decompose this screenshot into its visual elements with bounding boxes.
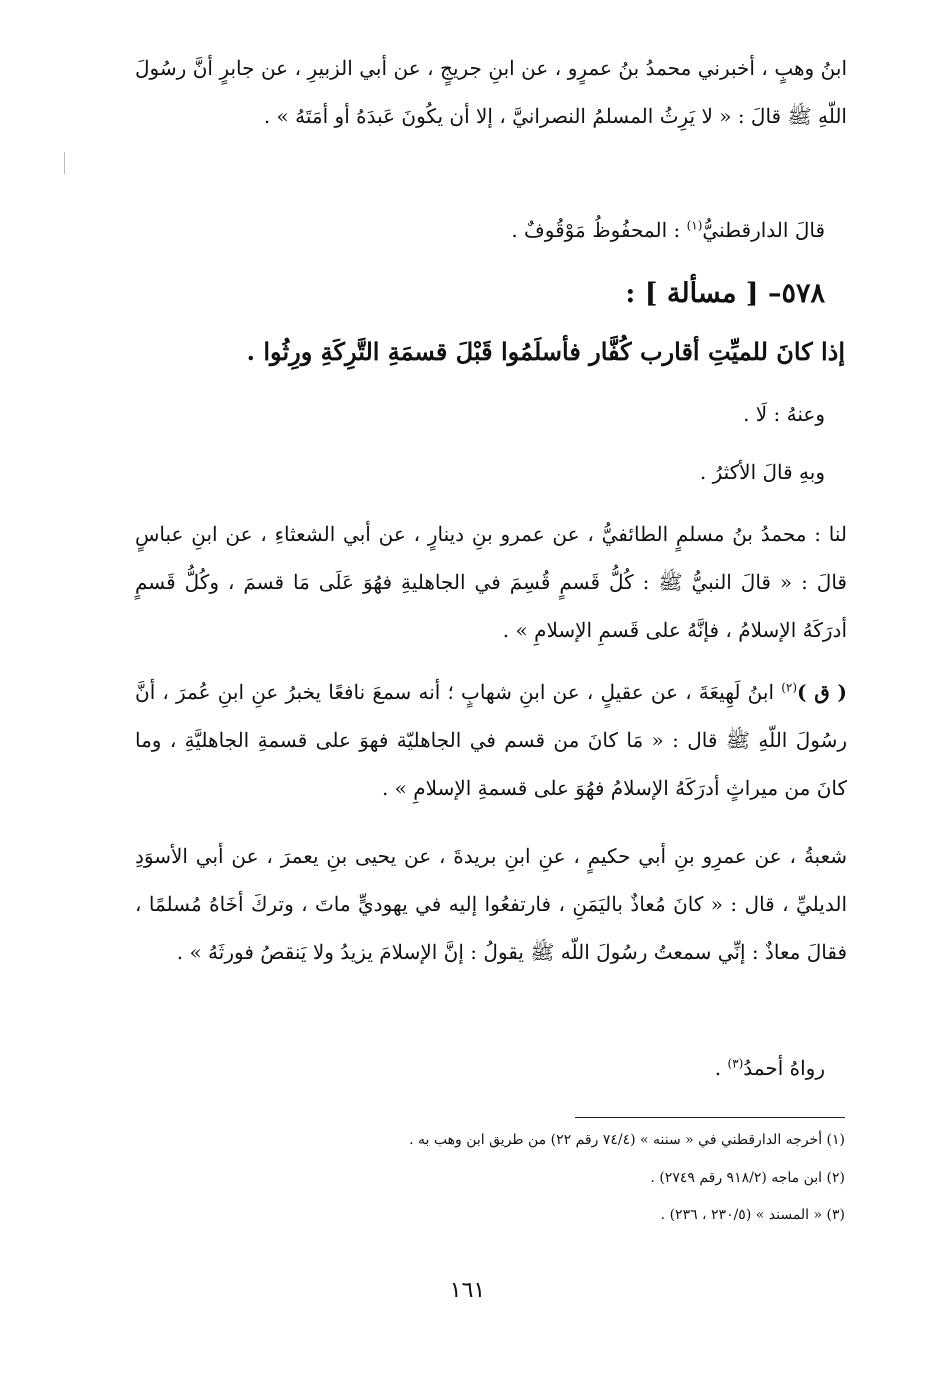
paragraph-evidence-muadh: شعبةُ ، عن عمرِو بنِ أبي حكيمٍ ، عنِ ابنِ بريدةَ ، عن يحيى بنِ يعمرَ ، عن أبي الأسوَدِ الديليِّ ، قال : « كانَ مُعاذٌ باليَمَنِ ، فارتفعُوا إليه في يهوديٍّ ماتَ ، وتركَ أخَاهُ مُسلمًا ، فقالَ معاذٌ : إنِّي سمعتُ رسُولَ اللّه ﷺ يقولُ : إنَّ الإسلامَ يزيدُ ولا يَنقصُ فورثَهُ » . [135, 844, 847, 964]
footnote-ref-2: (٢) [781, 680, 798, 695]
footnote-ref-1: (١) [686, 218, 703, 233]
ahmad-text: رواهُ أحمدُ [743, 1056, 825, 1080]
paragraph-evidence-ibn-abbas: لنا : محمدُ بنُ مسلمٍ الطائفيُّ ، عن عمرو بنِ دينارٍ ، عن أبي الشعثاءِ ، عن ابنِ عباسٍ قالَ : « قالَ النبيُّ ﷺ : كُلُّ قَسمٍ قُسِمَ في الجاهليةِ فهُوَ عَلَى مَا قسمَ ، وكُلُّ قَسمٍ أدرَكَهُ الإسلامُ ، فإنَّهُ على قَسمِ الإسلامِ » . [135, 522, 847, 642]
paragraph-evidence-ibn-umar [135, 668, 847, 812]
paragraph-opposing-view: وعنهُ : لَا . [743, 402, 825, 426]
section-heading: ٥٧٨– [ مسألة ] : [625, 278, 825, 309]
margin-mark [64, 152, 65, 174]
source-symbol: ( ق ) [797, 680, 848, 704]
issue-statement: إذا كانَ للميِّتِ أقارب كُفَّار فأسلَمُوا قَبْلَ قسمَةِ التَّرِكَةِ ورِثُوا . [246, 337, 845, 366]
paragraph-majority-view: وبهِ قالَ الأكثرُ . [699, 460, 825, 484]
ahmad-tail: . [714, 1056, 728, 1080]
footnote-separator [575, 1117, 845, 1118]
daraqutni-tail: : المحفُوظُ مَوْقُوفٌ . [511, 218, 687, 242]
footnote-2: (٢) ابن ماجه (٩١٨/٢ رقم ٢٧٤٩) . [650, 1170, 845, 1186]
paragraph-daraqutni [511, 210, 825, 250]
footnote-1: (١) أخرجه الدارقطني في « سننه » (٧٤/٤ رقم ٢٢) من طريق ابن وهب به . [409, 1132, 845, 1148]
ibn-umar-text: ابنُ لَهِيعَةَ ، عن عقيلٍ ، عن ابنِ شهابٍ ؛ أنه سمعَ نافعًا يخبرُ عنِ ابنِ عُمرَ ، أنَّ رسُولَ اللّهِ ﷺ قال : « مَا كانَ من قسم في الجاهليّة فهوَ على قسمةِ الجاهليَّةِ ، وما كانَ من ميراثٍ أدرَكَهُ الإسلامُ فهُوَ على قسمةِ الإسلامِ » . [135, 680, 847, 800]
page-number: ١٦١ [449, 1278, 486, 1303]
daraqutni-text: قالَ الدارقطنيُّ [702, 218, 825, 242]
paragraph-ahmad [715, 1048, 825, 1088]
footnote-ref-3: (٣) [727, 1056, 744, 1071]
footnote-3: (٣) « المسند » (٢٣٠/٥ ، ٢٣٦) . [660, 1207, 845, 1223]
paragraph-hadith-ibn-wahb: ابنُ وهبٍ ، أخبرني محمدُ بنُ عمرٍو ، عن ابنِ جريجٍ ، عن أبي الزبيرِ ، عن جابرٍ أنَّ رسُولَ اللّهِ ﷺ قالَ : « لا يَرِثُ المسلمُ النصرانيَّ ، إلا أن يكُونَ عَبدَهُ أو أمَتَهُ » . [135, 56, 847, 128]
